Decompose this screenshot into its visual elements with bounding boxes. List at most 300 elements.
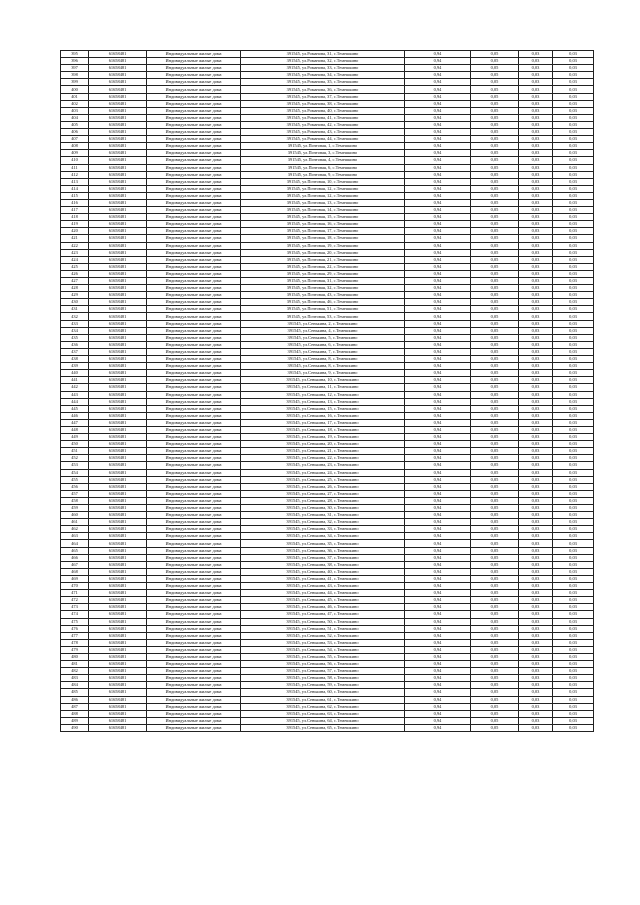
- cell-object-type: Индивидуальные жилые дома: [147, 540, 241, 547]
- cell-object-type: Индивидуальные жилые дома: [147, 497, 241, 504]
- cell-value-2: 0,05: [471, 689, 519, 696]
- cell-value-1: 0,94: [405, 575, 471, 582]
- table-row: [61, 547, 594, 554]
- cell-value-1: 0,94: [405, 483, 471, 490]
- cell-object-type: Индивидуальные жилые дома: [147, 710, 241, 717]
- cell-address: 391545, ул.Сенькина, 38, с.Темешкино: [241, 561, 405, 568]
- cell-object-type: Индивидуальные жилые дома: [147, 72, 241, 79]
- table-row: [61, 107, 594, 114]
- cell-object-type: Индивидуальные жилые дома: [147, 192, 241, 199]
- cell-oktmo-code: 61658481: [89, 448, 147, 455]
- cell-oktmo-code: 61658481: [89, 178, 147, 185]
- cell-row-number: 401: [61, 93, 89, 100]
- cell-oktmo-code: 61658481: [89, 72, 147, 79]
- cell-row-number: 458: [61, 497, 89, 504]
- table-row: [61, 405, 594, 412]
- cell-address: 391545, ул.Романова, 36, с.Темешкино: [241, 86, 405, 93]
- cell-oktmo-code: 61658481: [89, 299, 147, 306]
- cell-value-4: 0,03: [553, 668, 594, 675]
- cell-value-4: 0,03: [553, 710, 594, 717]
- cell-object-type: Индивидуальные жилые дома: [147, 327, 241, 334]
- cell-address: 391545, ул.Сенькина, 51, с.Темешкино: [241, 625, 405, 632]
- cell-address: 391545, ул.Почтовая, 16, с.Темешкино: [241, 221, 405, 228]
- cell-value-4: 0,03: [553, 547, 594, 554]
- cell-row-number: 460: [61, 512, 89, 519]
- cell-row-number: 428: [61, 285, 89, 292]
- cell-address: 391545, ул.Почтовая, 18, с.Темешкино: [241, 235, 405, 242]
- cell-value-2: 0,05: [471, 505, 519, 512]
- cell-value-2: 0,05: [471, 561, 519, 568]
- cell-oktmo-code: 61658481: [89, 107, 147, 114]
- cell-value-4: 0,03: [553, 270, 594, 277]
- cell-row-number: 487: [61, 703, 89, 710]
- cell-object-type: Индивидуальные жилые дома: [147, 575, 241, 582]
- cell-value-2: 0,05: [471, 185, 519, 192]
- cell-row-number: 447: [61, 419, 89, 426]
- cell-value-4: 0,03: [553, 157, 594, 164]
- cell-value-4: 0,03: [553, 143, 594, 150]
- cell-row-number: 437: [61, 348, 89, 355]
- cell-oktmo-code: 61658481: [89, 235, 147, 242]
- cell-object-type: Индивидуальные жилые дома: [147, 639, 241, 646]
- cell-row-number: 479: [61, 646, 89, 653]
- cell-value-1: 0,94: [405, 313, 471, 320]
- cell-object-type: Индивидуальные жилые дома: [147, 490, 241, 497]
- cell-value-1: 0,94: [405, 434, 471, 441]
- cell-oktmo-code: 61658481: [89, 689, 147, 696]
- cell-object-type: Индивидуальные жилые дома: [147, 412, 241, 419]
- cell-value-3: 0,03: [519, 434, 553, 441]
- cell-oktmo-code: 61658481: [89, 540, 147, 547]
- cell-object-type: Индивидуальные жилые дома: [147, 625, 241, 632]
- cell-address: 391545, ул.Сенькина, 46, с.Темешкино: [241, 604, 405, 611]
- cell-object-type: Индивидуальные жилые дома: [147, 100, 241, 107]
- cell-oktmo-code: 61658481: [89, 618, 147, 625]
- cell-address: 391545, ул.Сенькина, 10, с.Темешкино: [241, 377, 405, 384]
- cell-value-2: 0,05: [471, 58, 519, 65]
- cell-row-number: 455: [61, 476, 89, 483]
- cell-value-3: 0,03: [519, 668, 553, 675]
- cell-object-type: Индивидуальные жилые дома: [147, 590, 241, 597]
- cell-value-3: 0,03: [519, 696, 553, 703]
- cell-oktmo-code: 61658481: [89, 625, 147, 632]
- cell-value-3: 0,03: [519, 171, 553, 178]
- cell-object-type: Индивидуальные жилые дома: [147, 143, 241, 150]
- cell-row-number: 417: [61, 207, 89, 214]
- cell-object-type: Индивидуальные жилые дома: [147, 426, 241, 433]
- cell-address: 391545, ул.Почтовая, 21, с.Темешкино: [241, 256, 405, 263]
- cell-value-3: 0,03: [519, 107, 553, 114]
- table-row: [61, 398, 594, 405]
- cell-row-number: 461: [61, 519, 89, 526]
- cell-value-1: 0,94: [405, 164, 471, 171]
- cell-value-3: 0,03: [519, 72, 553, 79]
- cell-oktmo-code: 61658481: [89, 469, 147, 476]
- table-row: [61, 377, 594, 384]
- cell-address: 391545, ул.Сенькина, 26, с.Темешкино: [241, 483, 405, 490]
- cell-row-number: 480: [61, 653, 89, 660]
- cell-object-type: Индивидуальные жилые дома: [147, 363, 241, 370]
- cell-oktmo-code: 61658481: [89, 384, 147, 391]
- table-row: [61, 207, 594, 214]
- cell-value-4: 0,03: [553, 348, 594, 355]
- cell-row-number: 408: [61, 143, 89, 150]
- table-row: [61, 363, 594, 370]
- cell-object-type: Индивидуальные жилые дома: [147, 384, 241, 391]
- cell-value-3: 0,03: [519, 653, 553, 660]
- cell-oktmo-code: 61658481: [89, 497, 147, 504]
- cell-value-1: 0,94: [405, 107, 471, 114]
- cell-object-type: Индивидуальные жилые дома: [147, 313, 241, 320]
- cell-value-2: 0,05: [471, 150, 519, 157]
- cell-value-1: 0,94: [405, 121, 471, 128]
- cell-value-2: 0,05: [471, 214, 519, 221]
- cell-value-2: 0,05: [471, 696, 519, 703]
- cell-address: 391545, ул.Романова, 32, с.Темешкино: [241, 58, 405, 65]
- table-row: [61, 384, 594, 391]
- cell-object-type: Индивидуальные жилые дома: [147, 377, 241, 384]
- cell-object-type: Индивидуальные жилые дома: [147, 221, 241, 228]
- cell-value-2: 0,05: [471, 207, 519, 214]
- cell-value-3: 0,03: [519, 249, 553, 256]
- cell-oktmo-code: 61658481: [89, 710, 147, 717]
- cell-object-type: Индивидуальные жилые дома: [147, 611, 241, 618]
- table-body: [61, 51, 594, 732]
- cell-address: 391545, ул.Романова, 41, с.Темешкино: [241, 114, 405, 121]
- cell-value-3: 0,03: [519, 299, 553, 306]
- cell-address: 391545, ул.Почтовая, 14, с.Темешкино: [241, 207, 405, 214]
- cell-value-2: 0,05: [471, 575, 519, 582]
- cell-value-3: 0,03: [519, 398, 553, 405]
- cell-value-2: 0,05: [471, 476, 519, 483]
- cell-value-1: 0,94: [405, 653, 471, 660]
- cell-row-number: 446: [61, 412, 89, 419]
- cell-object-type: Индивидуальные жилые дома: [147, 434, 241, 441]
- cell-value-2: 0,05: [471, 356, 519, 363]
- cell-object-type: Индивидуальные жилые дома: [147, 93, 241, 100]
- cell-address: 391545, ул.Сенькина, 44, с.Темешкино: [241, 590, 405, 597]
- cell-row-number: 405: [61, 121, 89, 128]
- cell-value-1: 0,94: [405, 412, 471, 419]
- cell-value-2: 0,05: [471, 285, 519, 292]
- cell-value-2: 0,05: [471, 497, 519, 504]
- cell-value-4: 0,03: [553, 207, 594, 214]
- cell-value-3: 0,03: [519, 263, 553, 270]
- cell-address: 391545, ул.Почтовая, 6, с.Темешкино: [241, 164, 405, 171]
- table-row: [61, 512, 594, 519]
- cell-value-3: 0,03: [519, 632, 553, 639]
- cell-row-number: 423: [61, 249, 89, 256]
- cell-object-type: Индивидуальные жилые дома: [147, 646, 241, 653]
- cell-row-number: 452: [61, 455, 89, 462]
- cell-value-3: 0,03: [519, 164, 553, 171]
- cell-value-1: 0,94: [405, 426, 471, 433]
- cell-value-4: 0,03: [553, 575, 594, 582]
- cell-value-4: 0,03: [553, 675, 594, 682]
- cell-value-3: 0,03: [519, 178, 553, 185]
- cell-value-1: 0,94: [405, 497, 471, 504]
- cell-address: 391545, ул.Сенькина, 21, с.Темешкино: [241, 448, 405, 455]
- cell-object-type: Индивидуальные жилые дома: [147, 263, 241, 270]
- cell-value-1: 0,94: [405, 377, 471, 384]
- cell-oktmo-code: 61658481: [89, 505, 147, 512]
- cell-value-1: 0,94: [405, 356, 471, 363]
- cell-oktmo-code: 61658481: [89, 171, 147, 178]
- cell-value-3: 0,03: [519, 221, 553, 228]
- cell-value-3: 0,03: [519, 505, 553, 512]
- cell-value-1: 0,94: [405, 675, 471, 682]
- cell-address: 391545, ул.Сенькина, 27, с.Темешкино: [241, 490, 405, 497]
- cell-value-1: 0,94: [405, 157, 471, 164]
- cell-oktmo-code: 61658481: [89, 405, 147, 412]
- cell-row-number: 414: [61, 185, 89, 192]
- cell-object-type: Индивидуальные жилые дома: [147, 185, 241, 192]
- cell-value-3: 0,03: [519, 348, 553, 355]
- cell-value-3: 0,03: [519, 136, 553, 143]
- cell-value-4: 0,03: [553, 597, 594, 604]
- cell-value-3: 0,03: [519, 363, 553, 370]
- cell-value-2: 0,05: [471, 242, 519, 249]
- cell-value-1: 0,94: [405, 455, 471, 462]
- table-row: [61, 256, 594, 263]
- cell-address: 391545, ул.Сенькина, 5, с.Темешкино: [241, 334, 405, 341]
- cell-value-4: 0,03: [553, 150, 594, 157]
- cell-value-4: 0,03: [553, 448, 594, 455]
- cell-row-number: 418: [61, 214, 89, 221]
- cell-value-3: 0,03: [519, 597, 553, 604]
- cell-value-2: 0,05: [471, 405, 519, 412]
- cell-oktmo-code: 61658481: [89, 270, 147, 277]
- cell-value-4: 0,03: [553, 696, 594, 703]
- cell-value-4: 0,03: [553, 334, 594, 341]
- table-row: [61, 199, 594, 206]
- table-row: [61, 717, 594, 724]
- table-row: [61, 703, 594, 710]
- cell-value-4: 0,03: [553, 618, 594, 625]
- table-row: [61, 724, 594, 731]
- table-row: [61, 129, 594, 136]
- cell-address: 391545, ул.Почтовая, 15, с.Темешкино: [241, 214, 405, 221]
- cell-object-type: Индивидуальные жилые дома: [147, 668, 241, 675]
- table-row: [61, 65, 594, 72]
- table-row: [61, 292, 594, 299]
- cell-value-4: 0,03: [553, 412, 594, 419]
- table-row: [61, 597, 594, 604]
- cell-value-4: 0,03: [553, 426, 594, 433]
- cell-value-1: 0,94: [405, 469, 471, 476]
- table-row: [61, 469, 594, 476]
- cell-value-4: 0,03: [553, 356, 594, 363]
- cell-row-number: 439: [61, 363, 89, 370]
- cell-address: 391545, ул.Сенькина, 54, с.Темешкино: [241, 646, 405, 653]
- cell-value-3: 0,03: [519, 412, 553, 419]
- cell-value-2: 0,05: [471, 391, 519, 398]
- cell-oktmo-code: 61658481: [89, 334, 147, 341]
- cell-value-2: 0,05: [471, 434, 519, 441]
- cell-value-3: 0,03: [519, 547, 553, 554]
- table-row: [61, 710, 594, 717]
- cell-oktmo-code: 61658481: [89, 306, 147, 313]
- cell-oktmo-code: 61658481: [89, 256, 147, 263]
- table-row: [61, 526, 594, 533]
- cell-value-4: 0,03: [553, 717, 594, 724]
- cell-value-4: 0,03: [553, 185, 594, 192]
- cell-value-1: 0,94: [405, 178, 471, 185]
- cell-value-3: 0,03: [519, 192, 553, 199]
- cell-oktmo-code: 61658481: [89, 554, 147, 561]
- cell-value-3: 0,03: [519, 86, 553, 93]
- table-row: [61, 263, 594, 270]
- cell-object-type: Индивидуальные жилые дома: [147, 455, 241, 462]
- cell-row-number: 464: [61, 540, 89, 547]
- cell-object-type: Индивидуальные жилые дома: [147, 306, 241, 313]
- cell-oktmo-code: 61658481: [89, 639, 147, 646]
- cell-value-3: 0,03: [519, 604, 553, 611]
- cell-value-2: 0,05: [471, 426, 519, 433]
- table-row: [61, 604, 594, 611]
- cell-value-4: 0,03: [553, 242, 594, 249]
- cell-value-3: 0,03: [519, 185, 553, 192]
- cell-address: 391545, ул.Сенькина, 45, с.Темешкино: [241, 597, 405, 604]
- cell-value-4: 0,03: [553, 178, 594, 185]
- table-row: [61, 675, 594, 682]
- cell-value-1: 0,94: [405, 547, 471, 554]
- cell-value-2: 0,05: [471, 143, 519, 150]
- cell-object-type: Индивидуальные жилые дома: [147, 178, 241, 185]
- cell-address: 391545, ул.Романова, 42, с.Темешкино: [241, 121, 405, 128]
- cell-address: 391545, ул.Сенькина, 11, с.Темешкино: [241, 384, 405, 391]
- cell-value-2: 0,05: [471, 377, 519, 384]
- table-row: [61, 590, 594, 597]
- cell-value-4: 0,03: [553, 58, 594, 65]
- cell-address: 391545, ул.Сенькина, 40, с.Темешкино: [241, 568, 405, 575]
- cell-value-3: 0,03: [519, 334, 553, 341]
- cell-address: 391545, ул.Почтовая, 32, с.Темешкино: [241, 285, 405, 292]
- cell-value-1: 0,94: [405, 519, 471, 526]
- cell-row-number: 451: [61, 448, 89, 455]
- cell-value-2: 0,05: [471, 469, 519, 476]
- cell-value-3: 0,03: [519, 292, 553, 299]
- cell-value-3: 0,03: [519, 611, 553, 618]
- cell-value-1: 0,94: [405, 370, 471, 377]
- cell-value-4: 0,03: [553, 604, 594, 611]
- cell-oktmo-code: 61658481: [89, 561, 147, 568]
- cell-address: 391545, ул.Сенькина, 36, с.Темешкино: [241, 547, 405, 554]
- cell-address: 391545, ул.Романова, 33, с.Темешкино: [241, 65, 405, 72]
- table-row: [61, 370, 594, 377]
- cell-value-1: 0,94: [405, 682, 471, 689]
- cell-row-number: 440: [61, 370, 89, 377]
- cell-object-type: Индивидуальные жилые дома: [147, 568, 241, 575]
- cell-value-2: 0,05: [471, 370, 519, 377]
- cell-address: 391545, ул.Почтовая, 17, с.Темешкино: [241, 228, 405, 235]
- cell-address: 391545, ул.Романова, 44, с.Темешкино: [241, 136, 405, 143]
- cell-object-type: Индивидуальные жилые дома: [147, 107, 241, 114]
- cell-value-4: 0,03: [553, 505, 594, 512]
- table-row: [61, 483, 594, 490]
- cell-value-1: 0,94: [405, 462, 471, 469]
- cell-value-1: 0,94: [405, 533, 471, 540]
- cell-object-type: Индивидуальные жилые дома: [147, 79, 241, 86]
- cell-value-1: 0,94: [405, 299, 471, 306]
- cell-address: 391545, ул.Сенькина, 15, с.Темешкино: [241, 405, 405, 412]
- cell-value-1: 0,94: [405, 192, 471, 199]
- cell-value-1: 0,94: [405, 278, 471, 285]
- cell-value-4: 0,03: [553, 632, 594, 639]
- cell-row-number: 466: [61, 554, 89, 561]
- cell-row-number: 485: [61, 689, 89, 696]
- cell-value-2: 0,05: [471, 72, 519, 79]
- cell-object-type: Индивидуальные жилые дома: [147, 448, 241, 455]
- cell-oktmo-code: 61658481: [89, 547, 147, 554]
- cell-value-2: 0,05: [471, 526, 519, 533]
- cell-oktmo-code: 61658481: [89, 398, 147, 405]
- cell-value-4: 0,03: [553, 370, 594, 377]
- cell-address: 391545, ул.Сенькина, 17, с.Темешкино: [241, 419, 405, 426]
- cell-oktmo-code: 61658481: [89, 320, 147, 327]
- cell-row-number: 422: [61, 242, 89, 249]
- cell-object-type: Индивидуальные жилые дома: [147, 696, 241, 703]
- table-row: [61, 533, 594, 540]
- cell-row-number: 425: [61, 263, 89, 270]
- cell-address: 391545, ул.Сенькина, 55, с.Темешкино: [241, 653, 405, 660]
- cell-value-3: 0,03: [519, 391, 553, 398]
- cell-row-number: 400: [61, 86, 89, 93]
- cell-value-4: 0,03: [553, 526, 594, 533]
- cell-value-2: 0,05: [471, 646, 519, 653]
- cell-row-number: 482: [61, 668, 89, 675]
- cell-value-4: 0,03: [553, 384, 594, 391]
- cell-value-3: 0,03: [519, 639, 553, 646]
- table-row: [61, 214, 594, 221]
- cell-oktmo-code: 61658481: [89, 590, 147, 597]
- table-row: [61, 72, 594, 79]
- cell-value-1: 0,94: [405, 703, 471, 710]
- table-row: [61, 157, 594, 164]
- cell-oktmo-code: 61658481: [89, 434, 147, 441]
- cell-row-number: 474: [61, 611, 89, 618]
- cell-value-1: 0,94: [405, 568, 471, 575]
- cell-value-3: 0,03: [519, 100, 553, 107]
- cell-value-1: 0,94: [405, 136, 471, 143]
- cell-value-2: 0,05: [471, 129, 519, 136]
- cell-value-1: 0,94: [405, 618, 471, 625]
- cell-object-type: Индивидуальные жилые дома: [147, 618, 241, 625]
- cell-value-4: 0,03: [553, 263, 594, 270]
- cell-value-3: 0,03: [519, 540, 553, 547]
- cell-value-3: 0,03: [519, 419, 553, 426]
- cell-address: 391545, ул.Сенькина, 13, с.Темешкино: [241, 398, 405, 405]
- table-row: [61, 689, 594, 696]
- cell-address: 391545, ул.Сенькина, 9, с.Темешкино: [241, 370, 405, 377]
- cell-value-3: 0,03: [519, 327, 553, 334]
- cell-value-4: 0,03: [553, 441, 594, 448]
- table-row: [61, 313, 594, 320]
- cell-value-1: 0,94: [405, 185, 471, 192]
- cell-value-3: 0,03: [519, 405, 553, 412]
- cell-value-4: 0,03: [553, 327, 594, 334]
- cell-value-3: 0,03: [519, 703, 553, 710]
- cell-value-2: 0,05: [471, 611, 519, 618]
- cell-object-type: Индивидуальные жилые дома: [147, 356, 241, 363]
- table-row: [61, 476, 594, 483]
- cell-value-3: 0,03: [519, 675, 553, 682]
- cell-value-4: 0,03: [553, 79, 594, 86]
- cell-value-2: 0,05: [471, 448, 519, 455]
- cell-address: 391545, ул.Сенькина, 58, с.Темешкино: [241, 675, 405, 682]
- table-row: [61, 100, 594, 107]
- cell-value-1: 0,94: [405, 285, 471, 292]
